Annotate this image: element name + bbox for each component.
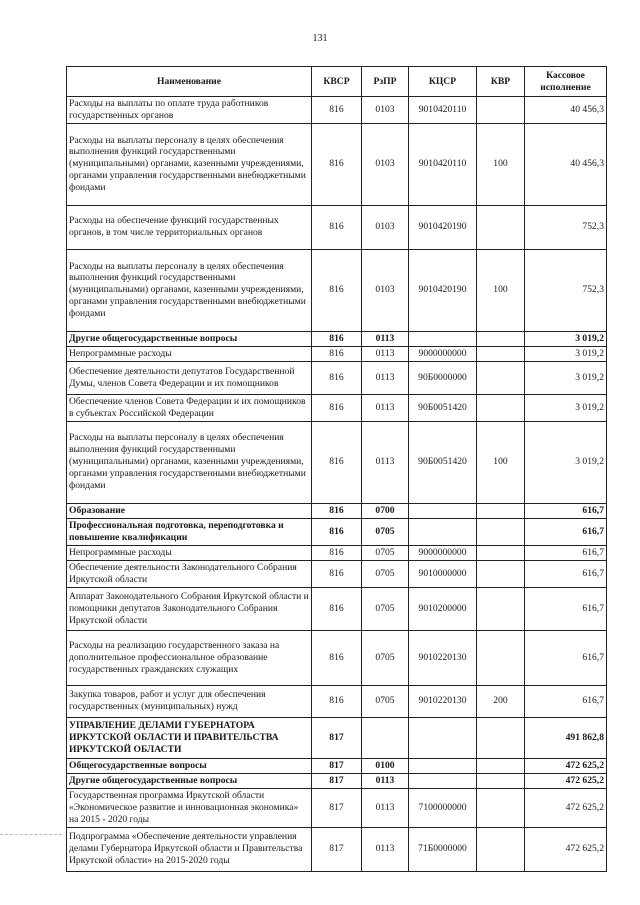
row-kvsr-cell: 816 <box>312 560 362 587</box>
row-kvsr-cell: 816 <box>312 123 362 205</box>
row-rzpr-cell: 0705 <box>362 630 409 685</box>
row-kvsr-cell: 816 <box>312 346 362 361</box>
header-kvsr: КВСР <box>312 67 362 97</box>
table-row <box>67 788 607 827</box>
row-rzpr-cell: 0113 <box>362 346 409 361</box>
table-row <box>67 630 607 685</box>
table-row <box>67 346 607 361</box>
row-amount-cell: 616,7 <box>525 630 607 685</box>
row-rzpr-cell: 0103 <box>362 97 409 124</box>
row-amount-cell: 40 456,3 <box>525 123 607 205</box>
table-header-row <box>67 67 607 97</box>
row-rzpr-cell: 0705 <box>362 587 409 630</box>
row-amount-cell: 616,7 <box>525 560 607 587</box>
table-row <box>67 545 607 560</box>
row-kvsr-cell: 817 <box>312 773 362 788</box>
row-kvr-cell <box>477 758 525 773</box>
row-kvsr-cell: 816 <box>312 421 362 503</box>
row-kvr-cell <box>477 394 525 421</box>
row-name-cell: Расходы на выплаты персоналу в целях обеспечения выполнения функций государственными (муниципальными) органами, казенными учреждениями, органами управления государственными внебюджетными фондами <box>67 421 312 503</box>
row-amount-cell: 3 019,2 <box>525 394 607 421</box>
row-kvr-cell: 100 <box>477 249 525 331</box>
header-kvr: КВР <box>477 67 525 97</box>
row-kcsr-cell: 9010220130 <box>409 630 477 685</box>
row-kcsr-cell: 90Б0000000 <box>409 361 477 394</box>
row-kvsr-cell: 816 <box>312 503 362 518</box>
row-kcsr-cell <box>409 518 477 545</box>
row-amount-cell: 3 019,2 <box>525 361 607 394</box>
row-amount-cell: 752,3 <box>525 249 607 331</box>
row-name-cell: Обеспечение деятельности депутатов Государственной Думы, членов Совета Федерации и их помощников <box>67 361 312 394</box>
row-amount-cell: 616,7 <box>525 518 607 545</box>
row-kvr-cell <box>477 630 525 685</box>
row-kcsr-cell: 90Б0051420 <box>409 394 477 421</box>
row-name-cell: Непрограммные расходы <box>67 545 312 560</box>
row-kvsr-cell: 816 <box>312 205 362 249</box>
row-kvsr-cell: 816 <box>312 587 362 630</box>
row-kvr-cell <box>477 331 525 346</box>
row-kvr-cell <box>477 717 525 758</box>
row-name-cell: Расходы на выплаты персоналу в целях обеспечения выполнения функций государственными (муниципальными) органами, казенными учреждениями, органами управления государственными внебюджетными фондами <box>67 123 312 205</box>
row-name-cell: УПРАВЛЕНИЕ ДЕЛАМИ ГУБЕРНАТОРА ИРКУТСКОЙ ОБЛАСТИ И ПРАВИТЕЛЬСТВА ИРКУТСКОЙ ОБЛАСТИ <box>67 717 312 758</box>
row-kvr-cell <box>477 773 525 788</box>
row-kvsr-cell: 817 <box>312 758 362 773</box>
table-row <box>67 394 607 421</box>
row-kcsr-cell: 9010200000 <box>409 587 477 630</box>
row-name-cell: Профессиональная подготовка, переподготовка и повышение квалификации <box>67 518 312 545</box>
table-row <box>67 123 607 205</box>
row-name-cell: Аппарат Законодательного Собрания Иркутской области и помощники депутатов Законодательного Собрания Иркутской области <box>67 587 312 630</box>
table-row <box>67 827 607 871</box>
row-kvsr-cell: 816 <box>312 331 362 346</box>
row-kcsr-cell <box>409 717 477 758</box>
row-name-cell: Обеспечение деятельности Законодательного Собрания Иркутской области <box>67 560 312 587</box>
row-kvr-cell: 100 <box>477 421 525 503</box>
row-rzpr-cell: 0113 <box>362 827 409 871</box>
row-rzpr-cell: 0113 <box>362 331 409 346</box>
row-kcsr-cell <box>409 758 477 773</box>
row-kvr-cell <box>477 560 525 587</box>
row-kcsr-cell: 9010420110 <box>409 97 477 124</box>
row-rzpr-cell: 0113 <box>362 421 409 503</box>
row-name-cell: Расходы на выплаты персоналу в целях обеспечения выполнения функций государственными (муниципальными) органами, казенными учреждениями, органами управления государственными внебюджетными фондами <box>67 249 312 331</box>
row-kvsr-cell: 816 <box>312 361 362 394</box>
table-row <box>67 421 607 503</box>
header-rzpr: РзПР <box>362 67 409 97</box>
row-kvsr-cell: 816 <box>312 249 362 331</box>
row-rzpr-cell: 0113 <box>362 773 409 788</box>
row-rzpr-cell: 0705 <box>362 685 409 717</box>
row-rzpr-cell: 0113 <box>362 361 409 394</box>
row-kvsr-cell: 816 <box>312 545 362 560</box>
row-name-cell: Расходы на обеспечение функций государственных органов, в том числе территориальных органов <box>67 205 312 249</box>
row-rzpr-cell: 0700 <box>362 503 409 518</box>
row-rzpr-cell: 0705 <box>362 545 409 560</box>
row-kvr-cell <box>477 346 525 361</box>
row-kvsr-cell: 817 <box>312 717 362 758</box>
row-kvsr-cell: 816 <box>312 97 362 124</box>
row-kvr-cell <box>477 545 525 560</box>
margin-dash-mark <box>0 834 62 835</box>
row-amount-cell: 3 019,2 <box>525 331 607 346</box>
row-kcsr-cell: 9000000000 <box>409 346 477 361</box>
row-amount-cell: 616,7 <box>525 503 607 518</box>
row-kcsr-cell <box>409 331 477 346</box>
row-kvr-cell <box>477 361 525 394</box>
row-kvsr-cell: 816 <box>312 630 362 685</box>
table-row <box>67 685 607 717</box>
row-name-cell: Общегосударственные вопросы <box>67 758 312 773</box>
row-kvr-cell <box>477 788 525 827</box>
row-kcsr-cell <box>409 773 477 788</box>
table-row <box>67 717 607 758</box>
row-amount-cell: 752,3 <box>525 205 607 249</box>
row-amount-cell: 616,7 <box>525 545 607 560</box>
row-rzpr-cell: 0103 <box>362 249 409 331</box>
table-row <box>67 97 607 124</box>
budget-execution-table <box>66 66 607 872</box>
row-name-cell: Подпрограмма «Обеспечение деятельности управления делами Губернатора Иркутской области и Правительства Иркутской области» на 2015-2020 годы <box>67 827 312 871</box>
row-kcsr-cell: 7100000000 <box>409 788 477 827</box>
row-amount-cell: 472 625,2 <box>525 827 607 871</box>
row-kcsr-cell: 90Б0051420 <box>409 421 477 503</box>
header-amount: Кассовое исполнение <box>525 67 607 97</box>
page-number: 131 <box>312 33 328 44</box>
row-kcsr-cell: 9010420190 <box>409 249 477 331</box>
row-rzpr-cell: 0705 <box>362 560 409 587</box>
table-row <box>67 560 607 587</box>
row-amount-cell: 472 625,2 <box>525 758 607 773</box>
row-kvsr-cell: 816 <box>312 685 362 717</box>
row-kvsr-cell: 816 <box>312 518 362 545</box>
row-name-cell: Другие общегосударственные вопросы <box>67 773 312 788</box>
table-row <box>67 503 607 518</box>
row-amount-cell: 40 456,3 <box>525 97 607 124</box>
row-kcsr-cell: 71Б0000000 <box>409 827 477 871</box>
row-kcsr-cell: 9010420110 <box>409 123 477 205</box>
row-amount-cell: 616,7 <box>525 685 607 717</box>
row-amount-cell: 3 019,2 <box>525 346 607 361</box>
row-rzpr-cell: 0100 <box>362 758 409 773</box>
table-row <box>67 249 607 331</box>
row-rzpr-cell: 0103 <box>362 123 409 205</box>
row-amount-cell: 472 625,2 <box>525 773 607 788</box>
row-kcsr-cell: 9000000000 <box>409 545 477 560</box>
row-amount-cell: 3 019,2 <box>525 421 607 503</box>
row-name-cell: Обеспечение членов Совета Федерации и их помощников в субъектах Российской Федерации <box>67 394 312 421</box>
row-rzpr-cell: 0113 <box>362 788 409 827</box>
row-kvsr-cell: 817 <box>312 827 362 871</box>
row-kvr-cell <box>477 518 525 545</box>
row-kvr-cell <box>477 97 525 124</box>
row-rzpr-cell: 0103 <box>362 205 409 249</box>
row-kcsr-cell: 9010220130 <box>409 685 477 717</box>
header-name: Наименование <box>67 67 312 97</box>
row-name-cell: Образование <box>67 503 312 518</box>
row-amount-cell: 472 625,2 <box>525 788 607 827</box>
row-kvr-cell <box>477 827 525 871</box>
header-kcsr: КЦСР <box>409 67 477 97</box>
row-kvr-cell <box>477 587 525 630</box>
table-row <box>67 331 607 346</box>
row-kvr-cell: 200 <box>477 685 525 717</box>
row-rzpr-cell <box>362 717 409 758</box>
table-row <box>67 518 607 545</box>
table-row <box>67 587 607 630</box>
row-amount-cell: 616,7 <box>525 587 607 630</box>
row-amount-cell: 491 862,8 <box>525 717 607 758</box>
row-kcsr-cell: 9010420190 <box>409 205 477 249</box>
row-name-cell: Расходы на реализацию государственного заказа на дополнительное профессиональное образование государственных гражданских служащих <box>67 630 312 685</box>
row-kcsr-cell <box>409 503 477 518</box>
table-row <box>67 773 607 788</box>
row-name-cell: Государственная программа Иркутской области «Экономическое развитие и инновационная экономика» на 2015 - 2020 годы <box>67 788 312 827</box>
table-row <box>67 758 607 773</box>
row-kvr-cell <box>477 503 525 518</box>
row-kvsr-cell: 817 <box>312 788 362 827</box>
row-kcsr-cell: 9010000000 <box>409 560 477 587</box>
row-kvr-cell <box>477 205 525 249</box>
table-row <box>67 361 607 394</box>
row-name-cell: Закупка товаров, работ и услуг для обеспечения государственных (муниципальных) нужд <box>67 685 312 717</box>
row-name-cell: Непрограммные расходы <box>67 346 312 361</box>
row-name-cell: Расходы на выплаты по оплате труда работников государственных органов <box>67 97 312 124</box>
row-rzpr-cell: 0113 <box>362 394 409 421</box>
row-rzpr-cell: 0705 <box>362 518 409 545</box>
table-row <box>67 205 607 249</box>
row-kvr-cell: 100 <box>477 123 525 205</box>
row-kvsr-cell: 816 <box>312 394 362 421</box>
row-name-cell: Другие общегосударственные вопросы <box>67 331 312 346</box>
